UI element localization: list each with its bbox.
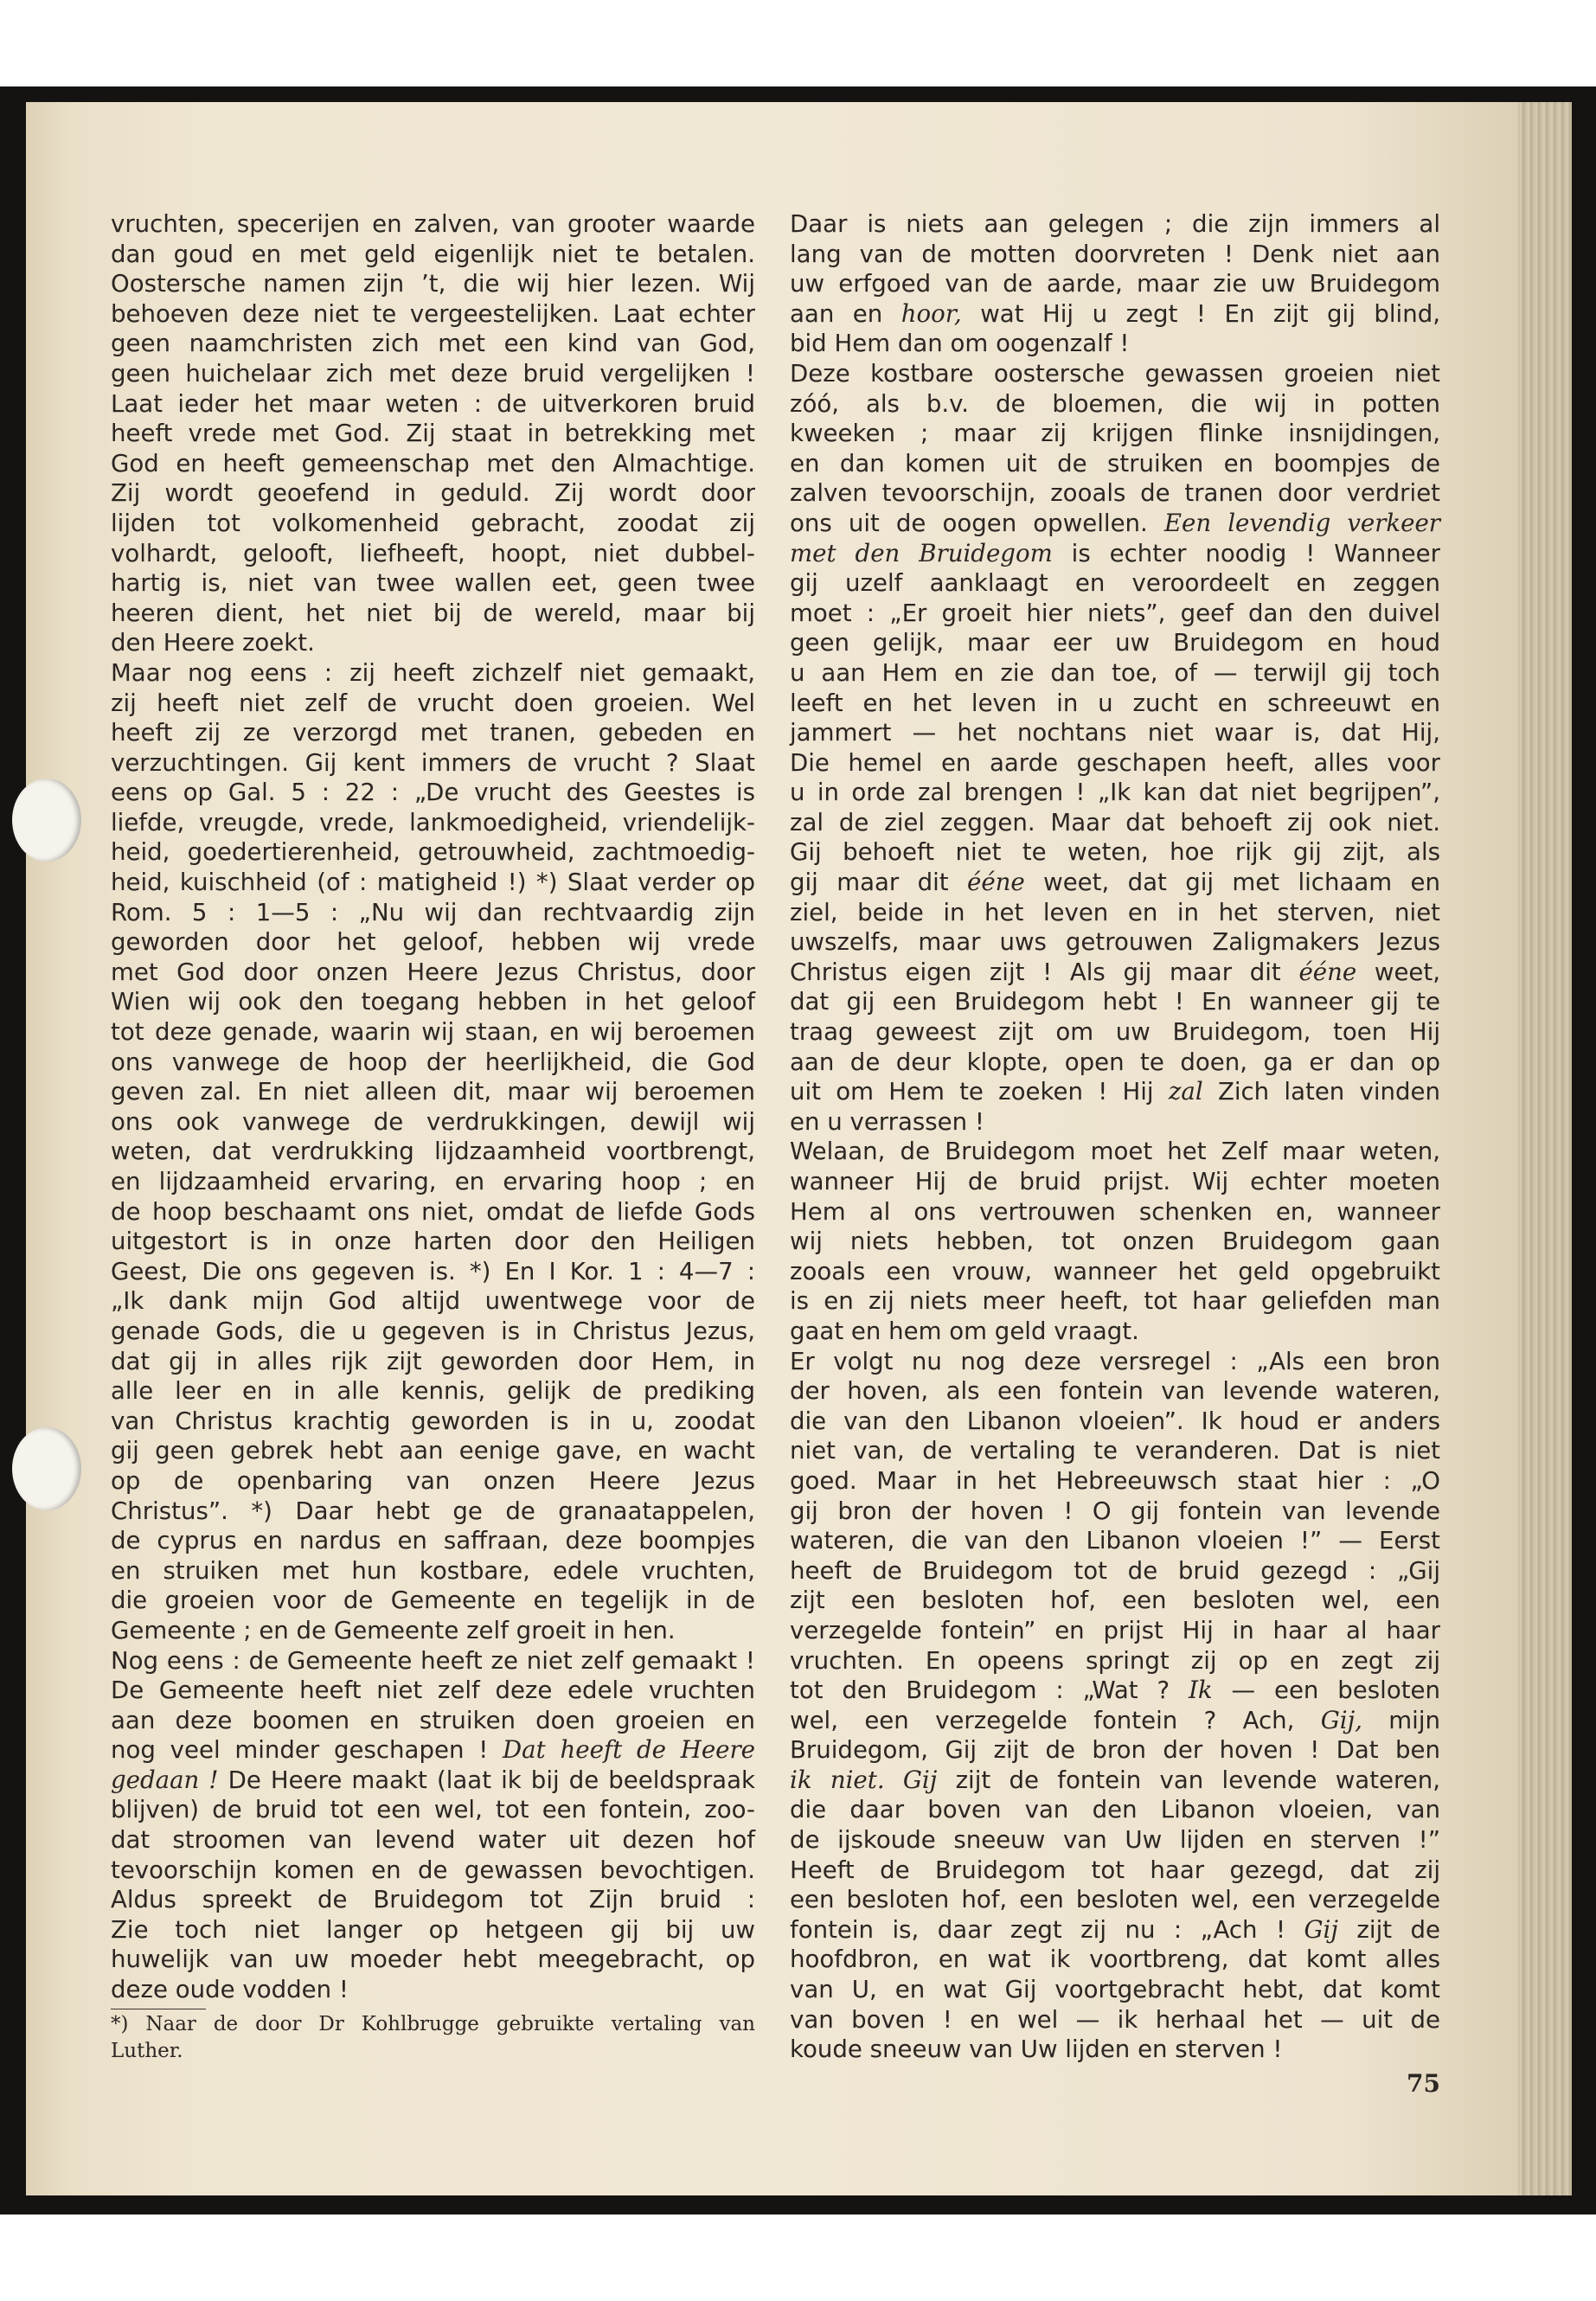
- text-line: [790, 599, 1440, 629]
- line-text: dan goud en met geld eigenlijk niet te betalen.: [111, 239, 755, 268]
- line-text: weten, dat verdrukking lijdzaamheid voortbrengt,: [111, 1137, 755, 1166]
- text-line: [790, 1436, 1440, 1466]
- text-line: [111, 299, 755, 330]
- text-line: [790, 718, 1440, 748]
- text-line: [790, 1407, 1440, 1437]
- text-line: [111, 1436, 755, 1466]
- line-text: „Ik dank mijn God altijd uwentwege voor de: [111, 1286, 755, 1316]
- text-line: [111, 449, 755, 479]
- line-text: mijn: [1362, 1705, 1440, 1734]
- line-text: dat gij in alles rijk zijt geworden door Hem, in: [111, 1346, 755, 1375]
- line-text: God en heeft gemeenschap met den Almachtige.: [111, 448, 755, 478]
- line-text: wateren, die van den Libanon vloeien !” — Eerst: [790, 1526, 1440, 1555]
- italic-emphasis: gedaan !: [111, 1765, 219, 1794]
- italic-emphasis: ik niet. Gij: [790, 1765, 938, 1794]
- text-line: [790, 689, 1440, 719]
- line-text: tot deze genade, waarin wij staan, en wij beroemen: [111, 1017, 755, 1047]
- text-line: [111, 1915, 755, 1945]
- text-line: [790, 1795, 1440, 1825]
- text-line: [111, 778, 755, 808]
- line-text: weet, dat gij met lichaam en: [1024, 868, 1440, 897]
- line-text: geen naamchristen zich met een kind van God,: [111, 329, 755, 358]
- text-line: [111, 1048, 755, 1078]
- line-text: Christus”. *) Daar hebt ge de granaatappelen,: [111, 1496, 755, 1525]
- line-text: weet,: [1356, 957, 1440, 986]
- binding-hole: [12, 779, 81, 862]
- text-line: [790, 539, 1440, 569]
- line-text: vruchten, specerijen en zalven, van grooter waarde: [111, 209, 755, 238]
- line-text: den Heere zoekt.: [111, 628, 315, 657]
- text-line: [790, 449, 1440, 479]
- italic-emphasis: ééne: [1298, 957, 1357, 986]
- line-text: zóó, als b.v. de bloemen, die wij in potten: [790, 388, 1440, 418]
- footnote-line: *) Naar de door Dr Kohlbrugge gebruikte vertaling van: [111, 2012, 755, 2035]
- text-line: [790, 1676, 1440, 1706]
- text-line: [111, 1407, 755, 1437]
- line-text: Rom. 5 : 1—5 : „Nu wij dan rechtvaardig zijn: [111, 897, 755, 926]
- line-text: gij geen gebrek hebt aan eenige gave, en wacht: [111, 1436, 755, 1465]
- italic-emphasis: Gij: [1304, 1914, 1338, 1944]
- text-line: [790, 1885, 1440, 1915]
- text-line: [111, 927, 755, 958]
- text-line: [111, 718, 755, 748]
- line-text: geen gelijk, maar eer uw Bruidegom en houd: [790, 628, 1440, 657]
- left-column-lines: [111, 209, 755, 2005]
- text-line: [790, 1497, 1440, 1527]
- text-line: [111, 1317, 755, 1347]
- line-text: verzuchtingen. Gij kent immers de vrucht ? Slaat: [111, 747, 755, 777]
- line-text: eens op Gal. 5 : 22 : „De vrucht des Geestes is: [111, 778, 755, 807]
- text-line: [111, 1347, 755, 1377]
- line-text: u in orde zal brengen ! „Ik kan dat niet begrijpen”,: [790, 778, 1440, 807]
- left-text-column: [111, 209, 755, 2065]
- line-text: — een besloten: [1212, 1676, 1440, 1705]
- italic-emphasis: Gij,: [1320, 1705, 1362, 1734]
- line-text: Aldus spreekt de Bruidegom tot Zijn bruid :: [111, 1885, 755, 1914]
- line-text: die groeien voor de Gemeente en tegelijk in de: [111, 1586, 755, 1615]
- text-line: [790, 1286, 1440, 1317]
- line-text: ons uit de oogen opwellen.: [790, 508, 1164, 537]
- line-text: gij uzelf aanklaagt en veroordeelt en zeggen: [790, 568, 1440, 598]
- text-line: [111, 987, 755, 1017]
- text-line: [111, 689, 755, 719]
- text-line: [111, 209, 755, 240]
- line-text: uwszelfs, maar uws getrouwen Zaligmakers Jezus: [790, 927, 1440, 957]
- line-text: zijt een besloten hof, een besloten wel, een: [790, 1586, 1440, 1615]
- line-text: alle leer en in alle kennis, gelijk de prediking: [111, 1376, 755, 1406]
- line-text: gij bron der hoven ! O gij fontein van levende: [790, 1496, 1440, 1525]
- text-line: [790, 1915, 1440, 1945]
- line-text: ons ook vanwege de verdrukkingen, dewijl wij: [111, 1106, 755, 1136]
- text-line: [790, 478, 1440, 509]
- text-line: [111, 240, 755, 270]
- line-text: lang van de motten doorvreten ! Denk niet aan: [790, 239, 1440, 268]
- right-column-lines: [790, 209, 1440, 2065]
- text-line: [111, 1856, 755, 1886]
- line-text: bid Hem dan om oogenzalf !: [790, 329, 1130, 358]
- text-line: [790, 2035, 1440, 2065]
- text-line: [790, 1137, 1440, 1167]
- text-line: [111, 808, 755, 838]
- text-line: [790, 898, 1440, 928]
- line-text: heeft vrede met God. Zij staat in betrekking met: [111, 419, 755, 448]
- line-text: heid, kuischheid (of : matigheid !) *) Slaat verder op: [111, 868, 755, 897]
- line-text: de cyprus en nardus en saffraan, deze boompjes: [111, 1526, 755, 1555]
- italic-emphasis: Een levendig verkeer: [1163, 508, 1441, 537]
- line-text: uw erfgoed van de aarde, maar zie uw Bruidegom: [790, 269, 1440, 298]
- text-line: [111, 1945, 755, 1975]
- text-line: [111, 509, 755, 539]
- line-text: u aan Hem en zie dan toe, of — terwijl gij toch: [790, 657, 1440, 687]
- line-text: lijden tot volkomenheid gebracht, zoodat zij: [111, 508, 755, 537]
- text-line: [790, 359, 1440, 389]
- text-line: [790, 1227, 1440, 1257]
- text-line: [111, 1167, 755, 1197]
- text-line: [111, 1526, 755, 1556]
- text-line: [790, 329, 1440, 359]
- text-line: [111, 1227, 755, 1257]
- line-text: zijt de: [1337, 1914, 1441, 1944]
- text-line: [790, 1107, 1440, 1138]
- line-text: Christus eigen zijt ! Als gij maar dit: [790, 957, 1299, 986]
- line-text: Heeft de Bruidegom tot haar gezegd, dat zij: [790, 1855, 1440, 1884]
- line-text: heid, goedertierenheid, getrouwheid, zachtmoedig-: [111, 837, 755, 867]
- text-line: [111, 539, 755, 569]
- line-text: Er volgt nu nog deze versregel : „Als een bron: [790, 1346, 1440, 1375]
- text-line: [790, 808, 1440, 838]
- line-text: wat Hij u zegt ! En zijt gij blind,: [961, 298, 1440, 328]
- text-line: [111, 1107, 755, 1138]
- text-line: [790, 1376, 1440, 1407]
- line-text: zij heeft niet zelf de vrucht doen groeien. Wel: [111, 688, 755, 717]
- text-line: [790, 658, 1440, 689]
- line-text: kweeken ; maar zij krijgen flinke insnijdingen,: [790, 419, 1440, 448]
- text-line: [111, 1885, 755, 1915]
- text-line: [790, 509, 1440, 539]
- right-text-column: [790, 209, 1440, 2065]
- line-text: behoeven deze niet te vergeestelijken. Laat echter: [111, 298, 755, 328]
- line-text: geven zal. En niet alleen dit, maar wij beroemen: [111, 1077, 755, 1106]
- line-text: zalven tevoorschijn, zooals de tranen door verdriet: [790, 478, 1440, 508]
- line-text: tevoorschijn komen en de gewassen bevochtigen.: [111, 1855, 755, 1884]
- text-line: [790, 1735, 1440, 1766]
- line-text: een besloten hof, een besloten wel, een verzegelde: [790, 1885, 1440, 1914]
- text-line: [111, 1646, 755, 1676]
- line-text: die daar boven van den Libanon vloeien, van: [790, 1795, 1440, 1824]
- line-text: die van den Libanon vloeien”. Ik houd er anders: [790, 1406, 1440, 1435]
- line-text: Hem al ons vertrouwen schenken en, wanneer: [790, 1196, 1440, 1226]
- text-line: [111, 1497, 755, 1527]
- line-text: Gij behoeft niet te weten, hoe rijk gij zijt, als: [790, 837, 1440, 867]
- text-line: [111, 389, 755, 420]
- line-text: Deze kostbare oostersche gewassen groeien niet: [790, 358, 1440, 388]
- line-text: de hoop beschaamt ons niet, omdat de liefde Gods: [111, 1196, 755, 1226]
- text-line: [111, 1616, 755, 1646]
- text-line: [790, 1825, 1440, 1856]
- line-text: verzegelde fontein” en prijst Hij in haar al haar: [790, 1615, 1440, 1644]
- text-line: [111, 269, 755, 299]
- page-number: 75: [1407, 2069, 1440, 2098]
- text-line: [790, 1586, 1440, 1616]
- text-line: [790, 1466, 1440, 1497]
- text-line: [790, 1646, 1440, 1676]
- line-text: huwelijk van uw moeder hebt meegebracht, op: [111, 1945, 755, 1974]
- text-line: [111, 1586, 755, 1616]
- line-text: Zich laten vinden: [1202, 1077, 1441, 1106]
- line-text: Laat ieder het maar weten : de uitverkoren bruid: [111, 388, 755, 418]
- line-text: is en zij niets meer heeft, tot haar geliefden man: [790, 1286, 1440, 1316]
- text-line: [790, 209, 1440, 240]
- text-line: [111, 1735, 755, 1766]
- text-line: [790, 1856, 1440, 1886]
- text-line: [790, 958, 1440, 988]
- text-line: [790, 1317, 1440, 1347]
- line-text: Geest, Die ons gegeven is. *) En I Kor. 1 : 4—7 :: [111, 1256, 755, 1285]
- line-text: Wien wij ook den toegang hebben in het geloof: [111, 987, 755, 1016]
- line-text: en dan komen uit de struiken en boompjes de: [790, 448, 1440, 478]
- line-text: en lijdzaamheid ervaring, en ervaring hoop ; en: [111, 1167, 755, 1195]
- line-text: hartig is, niet van twee wallen eet, geen twee: [111, 568, 755, 598]
- line-text: met God door onzen Heere Jezus Christus, door: [111, 957, 755, 986]
- text-line: [790, 299, 1440, 330]
- text-line: [111, 599, 755, 629]
- text-line: [790, 1766, 1440, 1796]
- line-text: heeft zij ze verzorgd met tranen, gebeden en: [111, 718, 755, 747]
- text-line: [111, 1376, 755, 1407]
- footnote-line: Luther.: [111, 2039, 183, 2062]
- line-text: uitgestort is in onze harten door den Heiligen: [111, 1227, 755, 1256]
- line-text: ziel, beide in het leven en in het sterven, niet: [790, 897, 1440, 926]
- line-text: De Heere maakt (laat ik bij de beeldspraak: [218, 1765, 755, 1794]
- line-text: gij maar dit: [790, 868, 967, 897]
- text-line: [790, 389, 1440, 420]
- text-line: [111, 1077, 755, 1107]
- line-text: jammert — het nochtans niet waar is, dat Hij,: [790, 718, 1440, 747]
- line-text: aan en: [790, 298, 901, 328]
- text-line: [111, 868, 755, 898]
- line-text: geworden door het geloof, hebben wij vrede: [111, 927, 755, 957]
- line-text: hoofdbron, en wat ik voortbreng, dat komt alles: [790, 1945, 1440, 1974]
- text-line: [111, 898, 755, 928]
- text-line: [111, 837, 755, 868]
- italic-emphasis: ééne: [967, 868, 1025, 897]
- line-text: Zie toch niet langer op hetgeen gij bij uw: [111, 1914, 755, 1944]
- text-line: [790, 1945, 1440, 1975]
- line-text: der hoven, als een fontein van levende wateren,: [790, 1376, 1440, 1406]
- line-text: van Christus krachtig geworden is in u, zoodat: [111, 1406, 755, 1435]
- line-text: aan de deur klopte, open te doen, ga er dan op: [790, 1047, 1440, 1076]
- text-line: [790, 1048, 1440, 1078]
- text-line: [111, 1556, 755, 1586]
- line-text: ons vanwege de hoop der heerlijkheid, die God: [111, 1047, 755, 1076]
- line-text: Daar is niets aan gelegen ; die zijn immers al: [790, 209, 1440, 238]
- line-text: Welaan, de Bruidegom moet het Zelf maar weten,: [790, 1137, 1440, 1166]
- line-text: fontein is, daar zegt zij nu : „Ach !: [790, 1914, 1304, 1944]
- line-text: geen huichelaar zich met deze bruid vergelijken !: [111, 358, 755, 388]
- italic-emphasis: hoor,: [901, 298, 962, 328]
- line-text: traag geweest zijt om uw Bruidegom, toen Hij: [790, 1017, 1440, 1047]
- line-text: moet : „Er groeit hier niets”, geef dan den duivel: [790, 598, 1440, 627]
- text-line: [111, 329, 755, 359]
- line-text: koude sneeuw van Uw lijden en sterven !: [790, 2035, 1283, 2064]
- line-text: en u verrassen !: [790, 1106, 984, 1136]
- line-text: gaat en hem om geld vraagt.: [790, 1316, 1139, 1345]
- line-text: volhardt, gelooft, liefheeft, hoopt, niet dubbel-: [111, 538, 755, 567]
- italic-emphasis: Dat heeft de Heere: [503, 1735, 755, 1765]
- text-line: [790, 419, 1440, 449]
- text-line: [790, 2005, 1440, 2035]
- line-text: Die hemel en aarde geschapen heeft, alles voor: [790, 747, 1440, 777]
- text-line: [111, 419, 755, 449]
- text-line: [111, 1257, 755, 1287]
- line-text: zooals een vrouw, wanneer het geld opgebruikt: [790, 1256, 1440, 1285]
- text-line: [111, 628, 755, 658]
- text-line: [790, 269, 1440, 299]
- line-text: heeren dient, het niet bij de wereld, maar bij: [111, 598, 755, 627]
- text-line: [111, 568, 755, 599]
- line-text: leeft en het leven in u zucht en schreeuwt en: [790, 688, 1440, 717]
- line-text: blijven) de bruid tot een wel, tot een fontein, zoo-: [111, 1795, 755, 1824]
- line-text: niet van, de vertaling te veranderen. Dat is niet: [790, 1436, 1440, 1465]
- binding-hole: [12, 1427, 81, 1510]
- line-text: op de openbaring van onzen Heere Jezus: [111, 1465, 755, 1495]
- text-line: [111, 658, 755, 689]
- text-line: [790, 1347, 1440, 1377]
- text-line: [790, 1017, 1440, 1048]
- line-text: Oostersche namen zijn ’t, die wij hier lezen. Wij: [111, 269, 755, 298]
- line-text: Bruidegom, Gij zijt de bron der hoven ! Dat ben: [790, 1735, 1440, 1765]
- line-text: Maar nog eens : zij heeft zichzelf niet gemaakt,: [111, 657, 755, 687]
- text-line: [111, 1017, 755, 1048]
- line-text: tot den Bruidegom : „Wat ?: [790, 1676, 1189, 1705]
- italic-emphasis: zal: [1168, 1077, 1203, 1106]
- line-text: uit om Hem te zoeken ! Hij: [790, 1077, 1169, 1106]
- text-line: [790, 987, 1440, 1017]
- text-line: [111, 1766, 755, 1796]
- line-text: zal de ziel zeggen. Maar dat behoeft zij ook niet.: [790, 807, 1440, 836]
- text-line: [790, 628, 1440, 658]
- line-text: Gemeente ; en de Gemeente zelf groeit in hen.: [111, 1615, 676, 1644]
- text-line: [111, 359, 755, 389]
- text-line: [111, 1825, 755, 1856]
- line-text: dat gij een Bruidegom hebt ! En wanneer gij te: [790, 987, 1440, 1016]
- text-line: [790, 1975, 1440, 2005]
- italic-emphasis: met den Bruidegom: [790, 538, 1053, 567]
- line-text: aan deze boomen en struiken doen groeien en: [111, 1705, 755, 1734]
- text-line: [790, 1556, 1440, 1586]
- text-line: [111, 1676, 755, 1706]
- text-line: [790, 927, 1440, 958]
- text-line: [111, 1975, 755, 2005]
- text-line: [790, 1077, 1440, 1107]
- line-text: is echter noodig ! Wanneer: [1052, 538, 1440, 567]
- line-text: en struiken met hun kostbare, edele vruchten,: [111, 1555, 755, 1585]
- line-text: van U, en wat Gij voortgebracht hebt, dat komt: [790, 1975, 1440, 2004]
- line-text: genade Gods, die u gegeven is in Christus Jezus,: [111, 1316, 755, 1345]
- line-text: heeft de Bruidegom tot de bruid gezegd : „Gij: [790, 1555, 1440, 1585]
- text-line: [111, 1795, 755, 1825]
- page-edges: [1518, 102, 1572, 2195]
- text-line: [111, 1286, 755, 1317]
- text-line: [111, 958, 755, 988]
- text-line: [111, 748, 755, 779]
- text-line: [790, 1706, 1440, 1736]
- text-line: [790, 1526, 1440, 1556]
- text-line: [111, 1466, 755, 1497]
- text-line: [790, 240, 1440, 270]
- text-line: [790, 748, 1440, 779]
- line-text: goed. Maar in het Hebreeuwsch staat hier : „O: [790, 1465, 1440, 1495]
- line-text: wanneer Hij de bruid prijst. Wij echter moeten: [790, 1167, 1440, 1195]
- line-text: vruchten. En opeens springt zij op en zegt zij: [790, 1645, 1440, 1675]
- line-text: Nog eens : de Gemeente heeft ze niet zelf gemaakt !: [111, 1645, 755, 1675]
- line-text: de ijskoude sneeuw van Uw lijden en sterven !”: [790, 1825, 1440, 1855]
- text-line: [790, 1197, 1440, 1227]
- text-line: [790, 1616, 1440, 1646]
- line-text: Zij wordt geoefend in geduld. Zij wordt door: [111, 478, 755, 508]
- text-line: [111, 1197, 755, 1227]
- text-line: [790, 1257, 1440, 1287]
- line-text: nog veel minder geschapen !: [111, 1735, 503, 1765]
- text-line: [790, 837, 1440, 868]
- italic-emphasis: Ik: [1189, 1676, 1213, 1705]
- text-line: [790, 568, 1440, 599]
- line-text: wij niets hebben, tot onzen Bruidegom gaan: [790, 1227, 1440, 1256]
- text-line: [790, 1167, 1440, 1197]
- line-text: dat stroomen van levend water uit dezen hof: [111, 1825, 755, 1855]
- line-text: van boven ! en wel — ik herhaal het — uit de: [790, 2004, 1440, 2034]
- line-text: liefde, vreugde, vrede, lankmoedigheid, vriendelijk-: [111, 807, 755, 836]
- line-text: zijt de fontein van levende wateren,: [937, 1765, 1440, 1794]
- text-line: [111, 1706, 755, 1736]
- text-line: [111, 1137, 755, 1167]
- line-text: De Gemeente heeft niet zelf deze edele vruchten: [111, 1676, 755, 1705]
- line-text: deze oude vodden !: [111, 1975, 349, 2004]
- line-text: wel, een verzegelde fontein ? Ach,: [790, 1705, 1321, 1734]
- text-line: [790, 778, 1440, 808]
- text-line: [111, 478, 755, 509]
- text-line: [790, 868, 1440, 898]
